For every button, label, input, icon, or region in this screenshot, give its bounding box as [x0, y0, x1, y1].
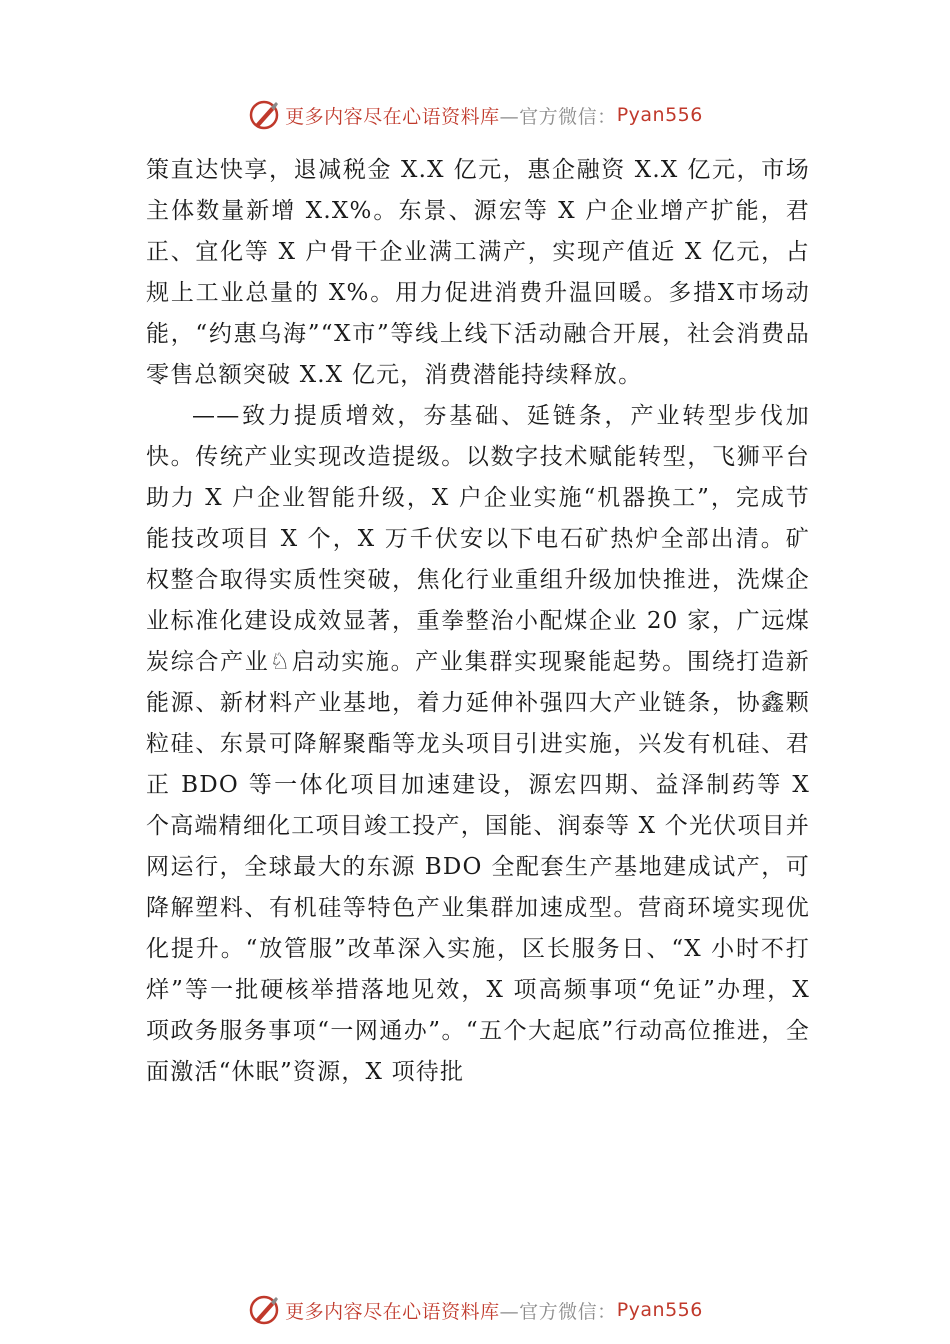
- paragraph: ——致力提质增效，夯基础、延链条，产业转型步伐加快。传统产业实现改造提级。以数字技术赋能转型，飞狮平台助力 X 户企业智能升级，X 户企业实施“机器换工”，完成节能技改项目 X 个，X 万千伏安以下电石矿热炉全部出清。矿权整合取得实质性突破，焦化行业重组升级加快推进，洗煤企业标准化建设成效显著，重拳整治小配煤企业 20 家，广远煤炭综合产业♘启动实施。产业集群实现聚能起势。围绕打造新能源、新材料产业基地，着力延伸补强四大产业链条，协鑫颗粒硅、东景可降解聚酯等龙头项目引进实施，兴发有机硅、君正 BDO 等一体化项目加速建设，源宏四期、益泽制药等 X 个高端精细化工项目竣工投产，国能、润泰等 X 个光伏项目并网运行，全球最大的东源 BDO 全配套生产基地建成试产，可降解塑料、有机硅等特色产业集群加速成型。营商环境实现优化提升。“放管服”改革深入实施，区长服务日、“X 小时不打烊”等一批硬核举措落地见效，X 项高频事项“免证”办理，X 项政务服务事项“一网通办”。“五个大起底”行动高位推进，全面激活“休眠”资源，X 项待批: [146, 403, 810, 1085]
- pen-seal-icon: [247, 1293, 281, 1327]
- header-watermark: [0, 95, 950, 135]
- footer-watermark: [0, 1290, 950, 1330]
- watermark-wechat-id: Pyan556: [616, 104, 703, 126]
- watermark-sub-text: —官方微信：: [499, 105, 617, 128]
- paragraph: 策直达快享，退减税金 X.X 亿元，惠企融资 X.X 亿元，市场主体数量新增 X.X%。东景、源宏等 X 户企业增产扩能，君正、宜化等 X 户骨干企业满工满产，实现产值近 X 亿元，占规上工业总量的 X%。用力促进消费升温回暖。多措Ⅹ市场动能，“约惠乌海”“Ⅹ市”等线上线下活动融合开展，社会消费品零售总额突破 X.X 亿元，消费潜能持续释放。: [146, 157, 810, 388]
- watermark-main-text: 更多内容尽在心语资料库: [285, 1300, 500, 1323]
- pen-seal-icon: [247, 98, 281, 132]
- watermark-sub-text: —官方微信：: [499, 1300, 617, 1323]
- watermark-main-text: 更多内容尽在心语资料库: [285, 105, 500, 128]
- document-body: [146, 150, 810, 1093]
- watermark-wechat-id: Pyan556: [616, 1299, 703, 1321]
